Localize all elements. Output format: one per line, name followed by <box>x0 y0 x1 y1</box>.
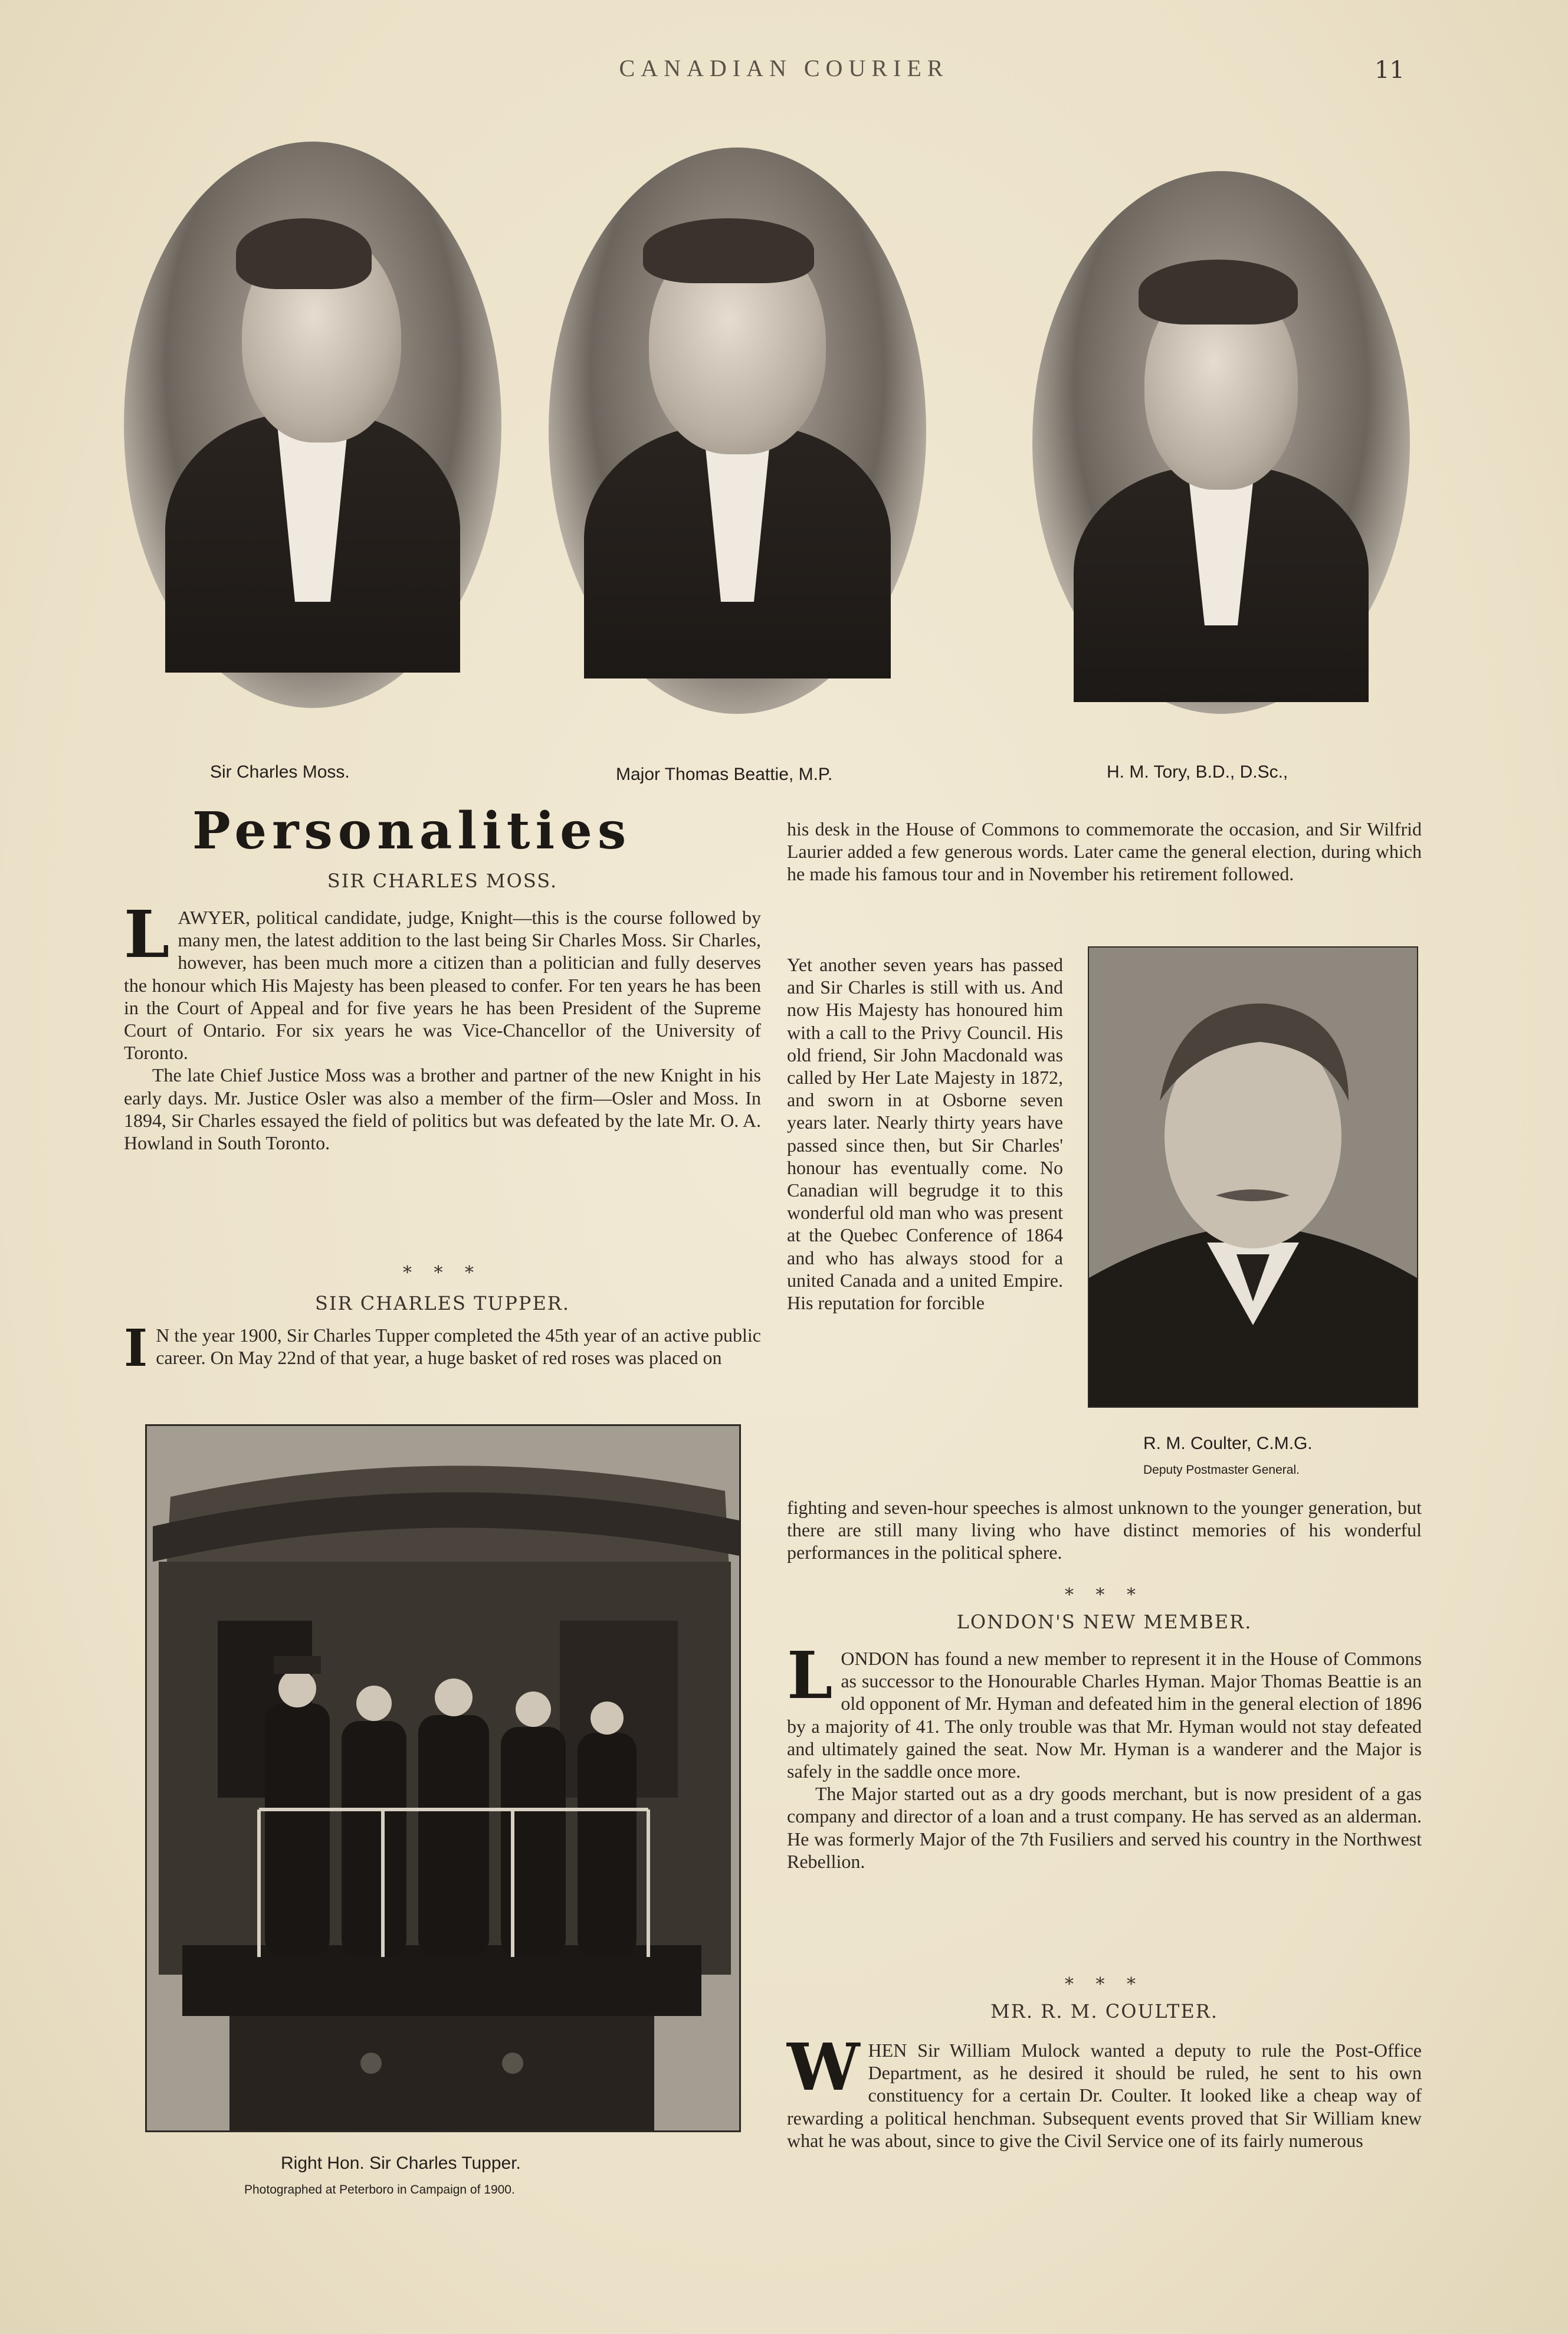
dropcap-coulter: W <box>787 2029 860 2105</box>
coulter-portrait-illustration <box>1089 948 1417 1407</box>
tupper-paragraph-2-narrow: Yet another seven years has passed and Sir Charles is still with us. And now His Majesty has honoured him with a call to the Privy Council. His old friend, Sir John Macdonald was called by Her Late Majesty in 1872, and sworn in at Osborne seven years later. Nearly thirty years have passed since then, but Sir Charles' honour has eventually come. No Canadian will begrudge it to this wonderful old man who was present at the Quebec Conference of 1864 and who has always stood for a united Canada and a united Empire. His reputation for forcible <box>787 954 1063 1314</box>
coulter-paragraph-1: WHEN Sir William Mulock wanted a deputy to rule the Post-Office Department, as he desired it should be ruled, he sent to his own constituency for a certain Dr. Coulter. It looked like a cheap way of rewarding a political henchman. Subsequent events proved that Sir William knew what he was about, since to give the Civil Service one of its fairly numerous <box>787 2029 1422 2151</box>
section-moss-body <box>124 896 761 1154</box>
moss-paragraph-1: LAWYER, political candidate, judge, Knight—this is the course followed by many men, the latest addition to the last being Sir Charles Moss. Sir Charles, however, has been much more a citizen than a politician and fully deserves the honour which His Majesty has been pleased to confer. For ten years he has been in the Court of Appeal and for five years he has been President of the Supreme Court of Ontario. For six years he was Vice-Chancellor of the University of Toronto. <box>124 896 761 1064</box>
tupper-paragraph-2-top: his desk in the House of Commons to commemorate the occasion, and Sir Wilfrid Laurier added a few generous words. Later came the general election, during which he made his famous tour and in November his retirement followed. <box>787 818 1422 885</box>
tupper-photo-caption: Right Hon. Sir Charles Tupper. <box>281 2153 521 2173</box>
london-paragraph-1: LONDON has found a new member to represent it in the House of Commons as successor to the Honourable Charles Hyman. Major Thomas Beattie is an old opponent of Mr. Hyman and defeated him in the general election of 1896 by a majority of 41. The only trouble was that Mr. Hyman would not stay defeated and ultimately gained the seat. Now Mr. Hyman is a wanderer and the Major is safely in the saddle once more. <box>787 1637 1422 1782</box>
photo-tupper-train <box>145 1424 741 2132</box>
dropcap-moss: L <box>124 896 170 972</box>
section-heading-coulter: MR. R. M. COULTER. <box>990 2000 1219 2022</box>
section-separator-2: * * * <box>1064 1585 1144 1605</box>
section-separator: * * * <box>402 1263 483 1283</box>
article-title: Personalities <box>192 801 632 861</box>
tupper-photo-subcaption: Photographed at Peterboro in Campaign of 1900. <box>244 2183 515 2197</box>
section-heading-london: LONDON'S NEW MEMBER. <box>956 1611 1252 1633</box>
section-heading-tupper: SIR CHARLES TUPPER. <box>314 1292 570 1314</box>
london-paragraph-2: The Major started out as a dry goods merchant, but is now president of a gas company and director of a loan and a trust company. He has served as an alderman. He was formerly Major of the 7th Fusiliers and served his country in the Northwest Rebellion. <box>787 1783 1422 1872</box>
coulter-photo-subcaption: Deputy Postmaster General. <box>1143 1463 1300 1477</box>
section-heading-moss: SIR CHARLES MOSS. <box>327 870 558 892</box>
section-separator-3: * * * <box>1064 1974 1144 1995</box>
portrait-moss <box>124 142 501 708</box>
running-header: CANADIAN COURIER <box>619 55 949 81</box>
portrait-tory-caption: H. M. Tory, B.D., D.Sc., <box>1107 762 1288 782</box>
tupper-paragraph-2-end: fighting and seven-hour speeches is almost unknown to the younger generation, but there are still many living who have distinct memories of his wonderful performances in the political sphere. <box>787 1497 1422 1563</box>
portrait-beattie-caption: Major Thomas Beattie, M.P. <box>616 765 833 784</box>
train-illustration <box>147 1426 739 2130</box>
moss-paragraph-2: The late Chief Justice Moss was a brother and partner of the new Knight in his early days. Mr. Justice Osler was also a member of the firm—Osler and Moss. In 1894, Sir Charles essayed the field of politics but was defeated by the late Mr. O. A. Howland in South Toronto. <box>124 1064 761 1154</box>
portrait-moss-caption: Sir Charles Moss. <box>210 762 350 782</box>
tupper-paragraph-1: I N the year 1900, Sir Charles Tupper completed the 45th year of an active public career. On May 22nd of that year, a huge basket of red roses was placed on <box>124 1319 761 1378</box>
section-coulter-body <box>787 2029 1422 2152</box>
coulter-photo-caption: R. M. Coulter, C.M.G. <box>1143 1434 1313 1453</box>
section-tupper-body-right-top <box>787 818 1422 886</box>
portrait-beattie <box>549 147 926 714</box>
portrait-tory <box>1032 171 1410 714</box>
section-tupper-body-right-narrow <box>787 953 1063 1314</box>
section-tupper-body-left <box>124 1319 761 1378</box>
section-tupper-body-right-end <box>787 1496 1422 1564</box>
page-number: 11 <box>1375 57 1405 84</box>
photo-coulter <box>1088 946 1418 1408</box>
dropcap-london: L <box>787 1637 833 1713</box>
dropcap-tupper: I <box>124 1319 148 1378</box>
section-london-body <box>787 1637 1422 1873</box>
